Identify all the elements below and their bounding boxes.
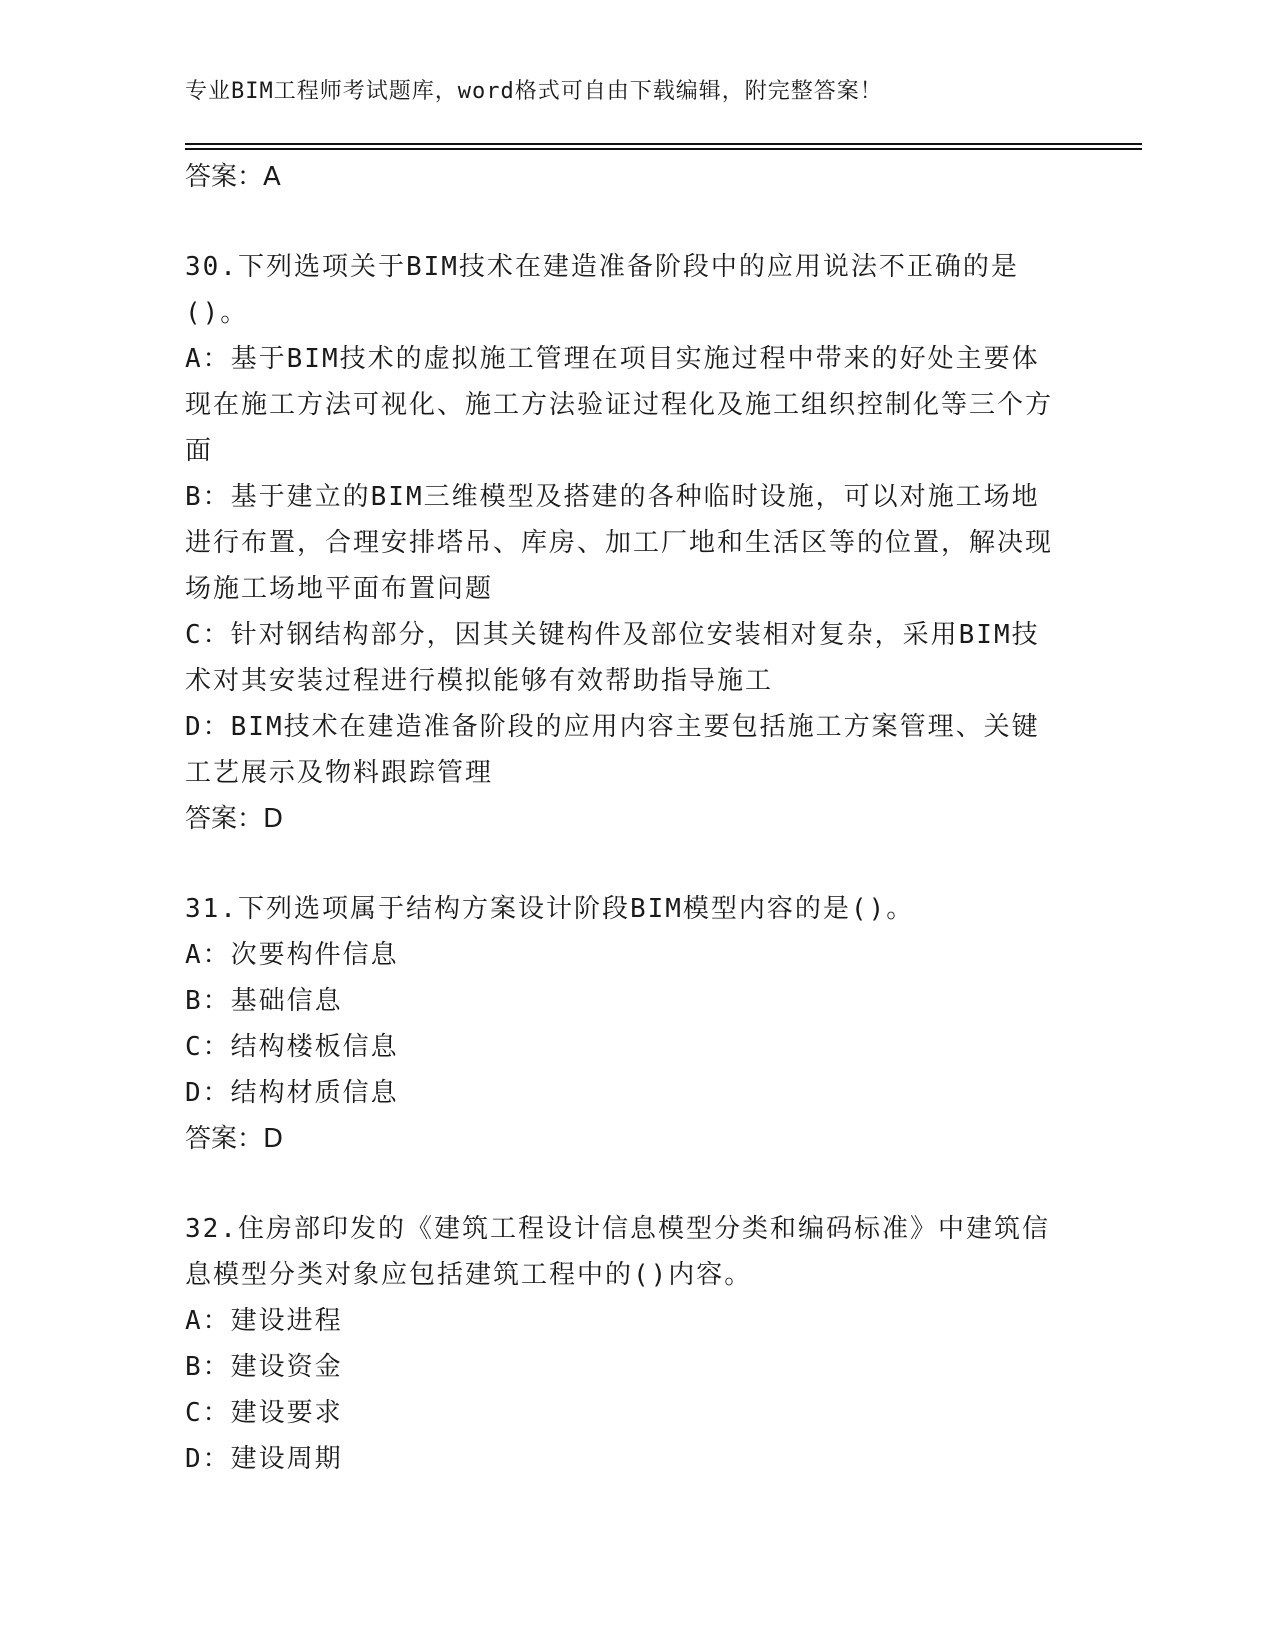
header-rule-bottom [185,148,1142,150]
question-31 [185,886,1065,1162]
option-d: D：建设周期 [185,1444,343,1474]
option-a: A：次要构件信息 [185,940,399,970]
question-text: 31.下列选项属于结构方案设计阶段BIM模型内容的是()。 [185,894,915,924]
header-rule-top [185,143,1142,145]
option-c: C：建设要求 [185,1398,343,1428]
question-text: 32.住房部印发的《建筑工程设计信息模型分类和编码标准》中建筑信息模型分类对象应包括建筑工程中的()内容。 [185,1214,1050,1290]
answer: 答案：D [185,804,284,834]
option-a: A：基于BIM技术的虚拟施工管理在项目实施过程中带来的好处主要体现在施工方法可视化、施工方法验证过程化及施工组织控制化等三个方面 [185,344,1054,466]
question-text: 30.下列选项关于BIM技术在建造准备阶段中的应用说法不正确的是()。 [185,252,1019,328]
question-32 [185,1206,1065,1482]
option-c: C：结构楼板信息 [185,1032,399,1062]
question-30 [185,244,1065,842]
option-a: A：建设进程 [185,1306,343,1336]
previous-answer: 答案：A [185,162,281,192]
page-header: 专业BIM工程师考试题库，word格式可自由下载编辑，附完整答案！ [185,79,883,104]
option-b: B：基于建立的BIM三维模型及搭建的各种临时设施，可以对施工场地进行布置，合理安排塔吊、库房、加工厂地和生活区等的位置，解决现场施工场地平面布置问题 [185,482,1054,604]
option-c: C：针对钢结构部分，因其关键构件及部位安装相对复杂，采用BIM技术对其安装过程进行模拟能够有效帮助指导施工 [185,620,1040,696]
option-d: D：结构材质信息 [185,1078,399,1108]
question-list [185,154,1065,1482]
option-b: B：建设资金 [185,1352,343,1382]
answer: 答案：D [185,1124,284,1154]
option-d: D：BIM技术在建造准备阶段的应用内容主要包括施工方案管理、关键工艺展示及物料跟踪管理 [185,712,1040,788]
option-b: B：基础信息 [185,986,343,1016]
